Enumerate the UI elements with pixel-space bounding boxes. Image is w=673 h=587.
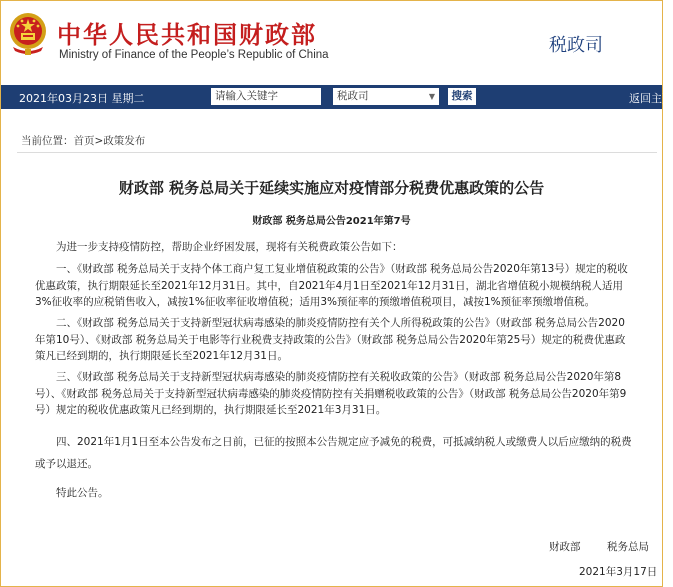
- publish-date: 2021年3月17日: [579, 566, 658, 578]
- breadcrumb-current[interactable]: 政策发布: [103, 135, 146, 147]
- breadcrumb-label: 当前位置：: [21, 135, 74, 147]
- breadcrumb-home[interactable]: 首页: [73, 135, 95, 147]
- department-select[interactable]: [333, 88, 439, 105]
- divider: [17, 152, 657, 153]
- department-select-value: 税政司: [337, 90, 369, 102]
- chevron-down-icon: ▼: [428, 92, 435, 101]
- department-name: 税政司: [549, 35, 603, 56]
- signatory-tax-admin: 税务总局: [607, 541, 649, 553]
- paragraph-4: 四、2021年1月1日至本公告发布之日前，已征的按照本公告规定应予减免的税费，可抵减纳税人或缴费人以后应缴纳的税费或予以退还。: [35, 436, 632, 470]
- return-home-link[interactable]: 返回主页: [629, 92, 673, 105]
- site-subtitle: Ministry of Finance of the People’s Republic of China: [59, 49, 329, 61]
- nav-bar: [1, 85, 673, 109]
- current-date: 2021年03月23日 星期二: [19, 92, 145, 105]
- article-title: 财政部 税务总局关于延续实施应对疫情部分税费优惠政策的公告: [118, 179, 545, 197]
- site-title: 中华人民共和国财政部: [57, 21, 317, 49]
- national-emblem-icon: [7, 11, 49, 57]
- paragraph-2: 二、《财政部 税务总局关于支持新型冠状病毒感染的肺炎疫情防控有关个人所得税政策的公告》（财政部 税务总局公告2020年第10号）、《财政部 税务总局关于电影等行业税费支持政策的公告》（财政部 税务总局公告2020年第25号）规定的税费优惠政策凡已经到期的，执行期限延长至2021年12月31日。: [35, 317, 626, 362]
- paragraph-3: 三、《财政部 税务总局关于支持新型冠状病毒感染的肺炎疫情防控有关税收政策的公告》（财政部 税务总局公告2020年第8号）、《财政部 税务总局关于支持新型冠状病毒感染的肺炎疫情防控有关捐赠税收政策的公告》（财政部 税务总局公告2020年第9号）规定的税收优惠政策凡已经到期的，执行期限延长至2021年3月31日。: [35, 371, 627, 416]
- paragraph-closing: 特此公告。: [56, 487, 109, 499]
- paragraph-1: 一、《财政部 税务总局关于支持个体工商户复工复业增值税政策的公告》（财政部 税务总局公告2020年第13号）规定的税收优惠政策，执行期限延长至2021年12月31日。其中，自2021年4月1日至2021年12月31日，湖北省增值税小规模纳税人适用3%征收率的应税销售收入，减按1%征收率征收增值税；适用3%预征率的预缴增值税项目，减按1%预征率预缴增值税。: [35, 263, 628, 308]
- search-button[interactable]: 搜索: [448, 88, 476, 105]
- breadcrumb: [21, 133, 145, 148]
- search-input[interactable]: 请输入关键字: [211, 88, 321, 105]
- site-header: [1, 1, 662, 81]
- signatory-ministry: 财政部: [549, 541, 581, 553]
- document-number: 财政部 税务总局公告2021年第7号: [252, 216, 411, 227]
- breadcrumb-separator: >: [94, 135, 104, 147]
- paragraph-intro: 为进一步支持疫情防控，帮助企业纾困发展，现将有关税费政策公告如下：: [56, 241, 403, 253]
